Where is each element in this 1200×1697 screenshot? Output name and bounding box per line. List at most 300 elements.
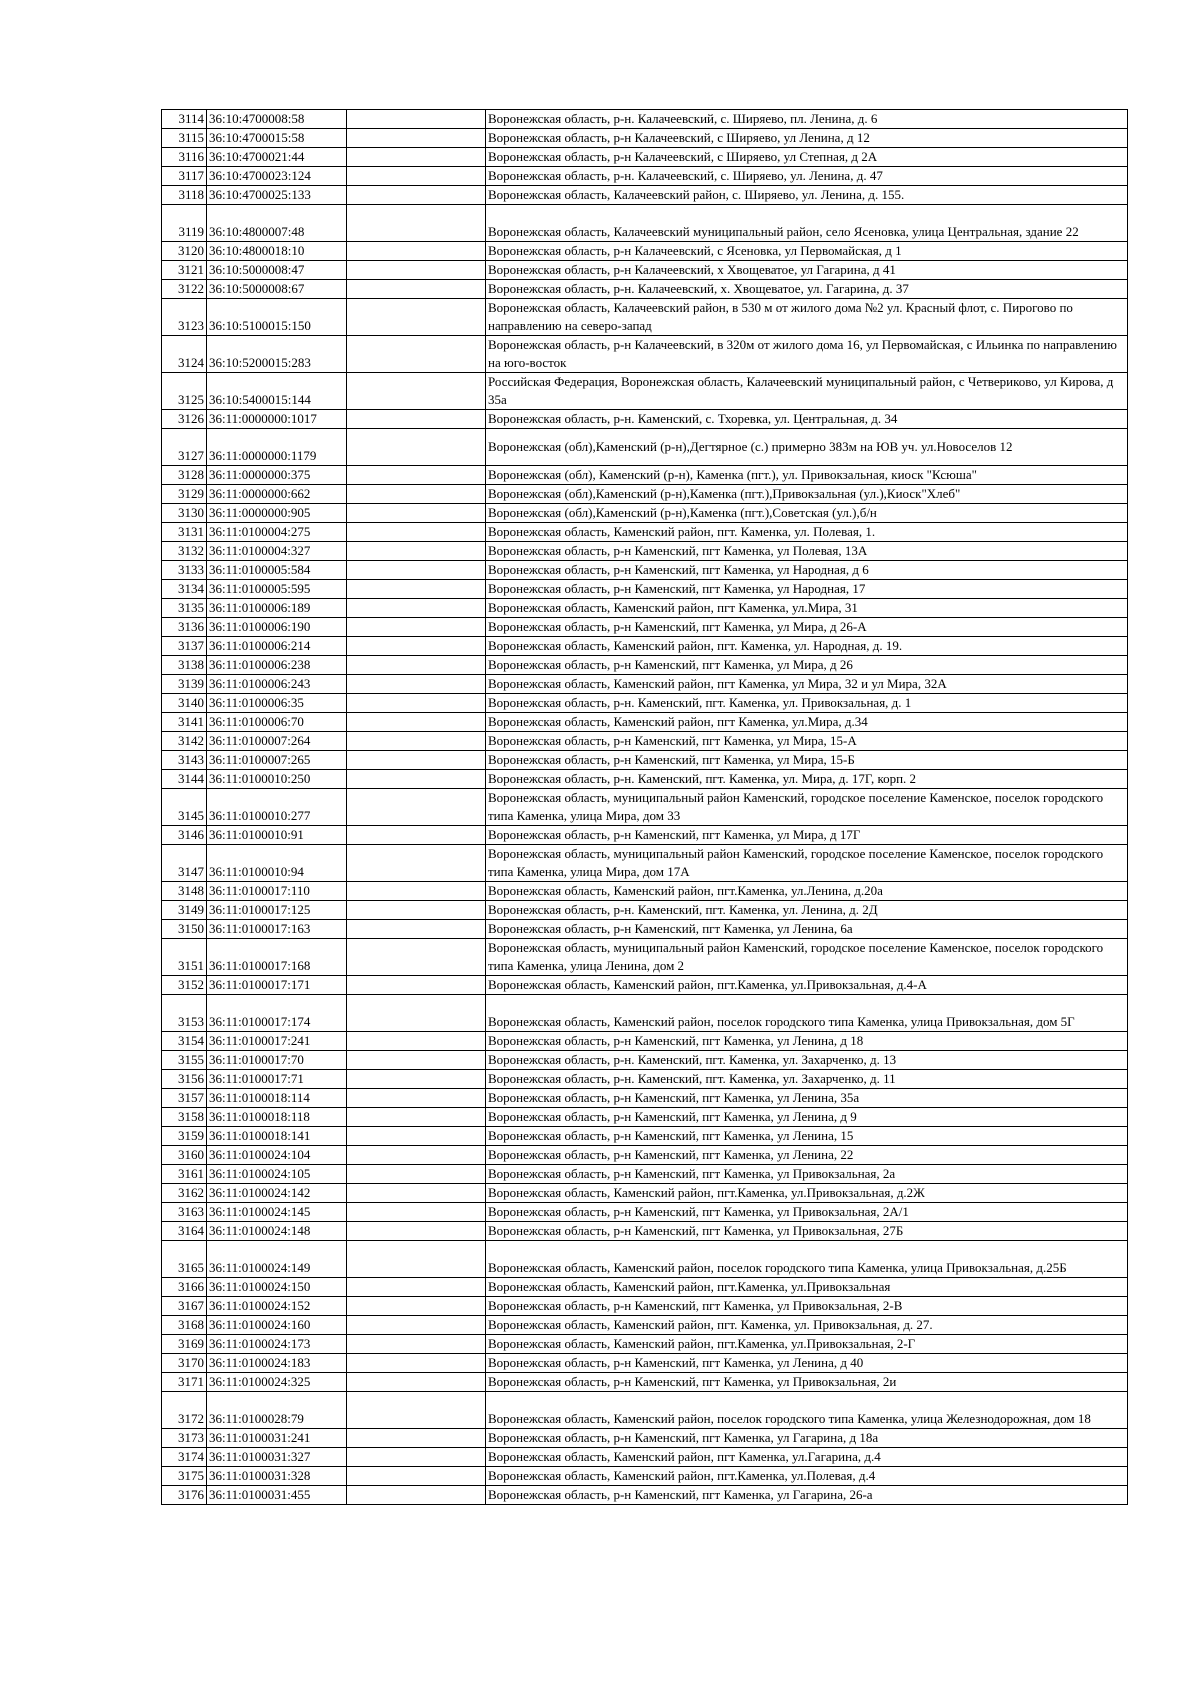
cadastral-number: 36:11:0100024:150	[207, 1278, 347, 1297]
empty-cell	[347, 1354, 486, 1373]
table-row	[162, 1297, 1128, 1316]
empty-cell	[347, 901, 486, 920]
table-row	[162, 1486, 1128, 1505]
row-number: 3150	[162, 920, 207, 939]
row-number: 3173	[162, 1429, 207, 1448]
cadastral-number: 36:10:4700021:44	[207, 148, 347, 167]
empty-cell	[347, 732, 486, 751]
row-number: 3153	[162, 995, 207, 1032]
address: Воронежская область, р-н. Каменский, пгт. Каменка, ул. Мира, д. 17Г, корп. 2	[486, 770, 1128, 789]
table-row	[162, 1354, 1128, 1373]
empty-cell	[347, 770, 486, 789]
empty-cell	[347, 789, 486, 826]
empty-cell	[347, 1335, 486, 1354]
row-number: 3157	[162, 1089, 207, 1108]
row-number: 3156	[162, 1070, 207, 1089]
empty-cell	[347, 148, 486, 167]
table-row	[162, 1448, 1128, 1467]
address: Воронежская область, р-н Каменский, пгт Каменка, ул Ленина, 22	[486, 1146, 1128, 1165]
table-row	[162, 882, 1128, 901]
cadastral-number: 36:11:0100010:277	[207, 789, 347, 826]
table-row	[162, 373, 1128, 410]
row-number: 3120	[162, 242, 207, 261]
table-row	[162, 110, 1128, 129]
table-row	[162, 1429, 1128, 1448]
empty-cell	[347, 1184, 486, 1203]
table-row	[162, 1392, 1128, 1429]
cadastral-number: 36:11:0100017:71	[207, 1070, 347, 1089]
table-row	[162, 205, 1128, 242]
row-number: 3127	[162, 429, 207, 466]
table-row	[162, 995, 1128, 1032]
cadastral-number: 36:11:0100018:141	[207, 1127, 347, 1146]
address: Воронежская область, р-н Каменский, пгт Каменка, ул Мира, д 17Г	[486, 826, 1128, 845]
address: Воронежская область, муниципальный район Каменский, городское поселение Каменское, поселок городского типа Каменка, улица Ленина, дом 2	[486, 939, 1128, 976]
address: Воронежская область, р-н Каменский, пгт Каменка, ул Привокзальная, 27Б	[486, 1222, 1128, 1241]
address: Воронежская область, р-н Каменский, пгт Каменка, ул Ленина, 35а	[486, 1089, 1128, 1108]
cadastral-number: 36:11:0100018:114	[207, 1089, 347, 1108]
empty-cell	[347, 410, 486, 429]
table-row	[162, 129, 1128, 148]
table-row	[162, 1316, 1128, 1335]
row-number: 3149	[162, 901, 207, 920]
cadastral-number: 36:10:4800007:48	[207, 205, 347, 242]
table-row	[162, 242, 1128, 261]
row-number: 3160	[162, 1146, 207, 1165]
address: Воронежская область, муниципальный район Каменский, городское поселение Каменское, поселок городского типа Каменка, улица Мира, дом 17А	[486, 845, 1128, 882]
table-row	[162, 1108, 1128, 1127]
row-number: 3136	[162, 618, 207, 637]
empty-cell	[347, 1070, 486, 1089]
empty-cell	[347, 1146, 486, 1165]
row-number: 3144	[162, 770, 207, 789]
row-number: 3146	[162, 826, 207, 845]
row-number: 3122	[162, 280, 207, 299]
address: Воронежская область, р-н Каменский, пгт Каменка, ул Ленина, 15	[486, 1127, 1128, 1146]
row-number: 3162	[162, 1184, 207, 1203]
cadastral-number: 36:11:0100024:325	[207, 1373, 347, 1392]
row-number: 3121	[162, 261, 207, 280]
empty-cell	[347, 1297, 486, 1316]
address: Воронежская область, р-н Каменский, пгт Каменка, ул Мира, 15-А	[486, 732, 1128, 751]
table-row	[162, 1165, 1128, 1184]
cadastral-number: 36:11:0100031:455	[207, 1486, 347, 1505]
cadastral-number: 36:10:4700023:124	[207, 167, 347, 186]
address: Воронежская область, р-н Каменский, пгт Каменка, ул Народная, д 6	[486, 561, 1128, 580]
table-row	[162, 599, 1128, 618]
cadastral-number: 36:11:0000000:905	[207, 504, 347, 523]
row-number: 3132	[162, 542, 207, 561]
address: Воронежская область, Каменский район, поселок городского типа Каменка, улица Привокзальная, дом 5Г	[486, 995, 1128, 1032]
table-row	[162, 542, 1128, 561]
table-row	[162, 1373, 1128, 1392]
row-number: 3140	[162, 694, 207, 713]
empty-cell	[347, 995, 486, 1032]
empty-cell	[347, 523, 486, 542]
table-row	[162, 336, 1128, 373]
cadastral-number: 36:11:0100010:91	[207, 826, 347, 845]
empty-cell	[347, 373, 486, 410]
row-number: 3163	[162, 1203, 207, 1222]
empty-cell	[347, 580, 486, 599]
address: Воронежская область, р-н Каменский, пгт Каменка, ул Ленина, д 9	[486, 1108, 1128, 1127]
cadastral-number: 36:11:0100010:94	[207, 845, 347, 882]
cadastral-number: 36:11:0100024:183	[207, 1354, 347, 1373]
row-number: 3123	[162, 299, 207, 336]
cadastral-number: 36:11:0000000:662	[207, 485, 347, 504]
row-number: 3128	[162, 466, 207, 485]
empty-cell	[347, 1278, 486, 1297]
row-number: 3161	[162, 1165, 207, 1184]
empty-cell	[347, 826, 486, 845]
empty-cell	[347, 1241, 486, 1278]
cadastral-number: 36:11:0100024:148	[207, 1222, 347, 1241]
row-number: 3164	[162, 1222, 207, 1241]
empty-cell	[347, 1127, 486, 1146]
empty-cell	[347, 845, 486, 882]
empty-cell	[347, 1165, 486, 1184]
cadastral-number: 36:11:0100004:327	[207, 542, 347, 561]
address: Воронежская область, Калачеевский район, с. Ширяево, ул. Ленина, д. 155.	[486, 186, 1128, 205]
row-number: 3129	[162, 485, 207, 504]
table-body	[162, 110, 1128, 1505]
empty-cell	[347, 618, 486, 637]
cadastral-number: 36:11:0100031:327	[207, 1448, 347, 1467]
table-row	[162, 523, 1128, 542]
table-row	[162, 410, 1128, 429]
address: Воронежская область, Каменский район, поселок городского типа Каменка, улица Привокзальная, д.25Б	[486, 1241, 1128, 1278]
address: Воронежская область, р-н Каменский, пгт Каменка, ул Привокзальная, 2А/1	[486, 1203, 1128, 1222]
empty-cell	[347, 1429, 486, 1448]
address: Воронежская область, р-н Каменский, пгт Каменка, ул Мира, 15-Б	[486, 751, 1128, 770]
cadastral-number: 36:11:0100024:105	[207, 1165, 347, 1184]
cadastral-number: 36:10:5100015:150	[207, 299, 347, 336]
table-row	[162, 694, 1128, 713]
table-row	[162, 770, 1128, 789]
address: Воронежская область, р-н. Каменский, пгт. Каменка, ул. Привокзальная, д. 1	[486, 694, 1128, 713]
row-number: 3125	[162, 373, 207, 410]
empty-cell	[347, 882, 486, 901]
row-number: 3152	[162, 976, 207, 995]
row-number: 3172	[162, 1392, 207, 1429]
cadastral-number: 36:10:5000008:67	[207, 280, 347, 299]
empty-cell	[347, 599, 486, 618]
address: Воронежская (обл),Каменский (р-н),Дегтярное (с.) примерно 383м на ЮВ уч. ул.Новоселов 12	[486, 429, 1128, 466]
empty-cell	[347, 939, 486, 976]
empty-cell	[347, 561, 486, 580]
table-row	[162, 504, 1128, 523]
row-number: 3170	[162, 1354, 207, 1373]
address: Воронежская область, р-н. Калачеевский, с. Ширяево, пл. Ленина, д. 6	[486, 110, 1128, 129]
table-row	[162, 789, 1128, 826]
empty-cell	[347, 129, 486, 148]
empty-cell	[347, 205, 486, 242]
row-number: 3118	[162, 186, 207, 205]
empty-cell	[347, 261, 486, 280]
cadastral-number: 36:11:0100024:173	[207, 1335, 347, 1354]
table-row	[162, 826, 1128, 845]
empty-cell	[347, 1448, 486, 1467]
table-row	[162, 939, 1128, 976]
cadastral-number: 36:11:0100028:79	[207, 1392, 347, 1429]
table-row	[162, 280, 1128, 299]
address: Российская Федерация, Воронежская область, Калачеевский муниципальный район, с Четвериково, ул Кирова, д 35а	[486, 373, 1128, 410]
row-number: 3126	[162, 410, 207, 429]
row-number: 3138	[162, 656, 207, 675]
empty-cell	[347, 976, 486, 995]
empty-cell	[347, 1108, 486, 1127]
address: Воронежская область, Каменский район, пгт. Каменка, ул. Полевая, 1.	[486, 523, 1128, 542]
address: Воронежская область, Каменский район, пгт.Каменка, ул.Привокзальная, д.2Ж	[486, 1184, 1128, 1203]
row-number: 3151	[162, 939, 207, 976]
cadastral-number: 36:11:0100017:174	[207, 995, 347, 1032]
address: Воронежская область, Каменский район, пгт Каменка, ул Мира, 32 и ул Мира, 32А	[486, 675, 1128, 694]
row-number: 3145	[162, 789, 207, 826]
empty-cell	[347, 299, 486, 336]
table-row	[162, 976, 1128, 995]
cadastral-number: 36:11:0100017:163	[207, 920, 347, 939]
address: Воронежская область, р-н. Каменский, пгт. Каменка, ул. Захарченко, д. 13	[486, 1051, 1128, 1070]
cadastral-number: 36:11:0100031:328	[207, 1467, 347, 1486]
table-row	[162, 299, 1128, 336]
table-row	[162, 148, 1128, 167]
empty-cell	[347, 485, 486, 504]
cadastral-number: 36:11:0100017:110	[207, 882, 347, 901]
row-number: 3133	[162, 561, 207, 580]
empty-cell	[347, 1316, 486, 1335]
table-row	[162, 1241, 1128, 1278]
row-number: 3154	[162, 1032, 207, 1051]
row-number: 3114	[162, 110, 207, 129]
row-number: 3176	[162, 1486, 207, 1505]
address: Воронежская область, р-н. Калачеевский, с. Ширяево, ул. Ленина, д. 47	[486, 167, 1128, 186]
empty-cell	[347, 110, 486, 129]
empty-cell	[347, 429, 486, 466]
address: Воронежская область, Каменский район, пгт.Каменка, ул.Привокзальная, 2-Г	[486, 1335, 1128, 1354]
cadastral-number: 36:10:4700008:58	[207, 110, 347, 129]
address: Воронежская (обл),Каменский (р-н),Каменка (пгт.),Привокзальная (ул.),Киоск"Хлеб"	[486, 485, 1128, 504]
address: Воронежская область, р-н Каменский, пгт Каменка, ул Ленина, д 18	[486, 1032, 1128, 1051]
cadastral-number: 36:11:0000000:1179	[207, 429, 347, 466]
cadastral-number: 36:11:0100006:190	[207, 618, 347, 637]
table-row	[162, 1184, 1128, 1203]
cadastral-number: 36:11:0000000:1017	[207, 410, 347, 429]
address: Воронежская область, р-н. Каменский, пгт. Каменка, ул. Ленина, д. 2Д	[486, 901, 1128, 920]
empty-cell	[347, 466, 486, 485]
table-row	[162, 1467, 1128, 1486]
empty-cell	[347, 751, 486, 770]
table-row	[162, 561, 1128, 580]
empty-cell	[347, 1467, 486, 1486]
address: Воронежская область, р-н Калачеевский, с Ясеновка, ул Первомайская, д 1	[486, 242, 1128, 261]
cadastral-number: 36:11:0100017:171	[207, 976, 347, 995]
empty-cell	[347, 1486, 486, 1505]
row-number: 3147	[162, 845, 207, 882]
cadastral-number: 36:11:0100007:265	[207, 751, 347, 770]
cadastral-number: 36:11:0100017:241	[207, 1032, 347, 1051]
address: Воронежская область, р-н Каменский, пгт Каменка, ул Гагарина, д 18а	[486, 1429, 1128, 1448]
row-number: 3148	[162, 882, 207, 901]
table-row	[162, 1146, 1128, 1165]
table-row	[162, 713, 1128, 732]
address: Воронежская область, р-н Каменский, пгт Каменка, ул Народная, 17	[486, 580, 1128, 599]
table-row	[162, 1278, 1128, 1297]
cadastral-number: 36:11:0000000:375	[207, 466, 347, 485]
cadastral-number: 36:11:0100004:275	[207, 523, 347, 542]
empty-cell	[347, 1203, 486, 1222]
empty-cell	[347, 656, 486, 675]
empty-cell	[347, 1392, 486, 1429]
cadastral-number: 36:10:5200015:283	[207, 336, 347, 373]
cadastral-number: 36:10:5400015:144	[207, 373, 347, 410]
table-row	[162, 167, 1128, 186]
table-row	[162, 675, 1128, 694]
table-row	[162, 1089, 1128, 1108]
address: Воронежская область, р-н Калачеевский, в 320м от жилого дома 16, ул Первомайская, с Ильинка по направлению на юго-восток	[486, 336, 1128, 373]
cadastral-number: 36:11:0100010:250	[207, 770, 347, 789]
cadastral-number: 36:11:0100005:584	[207, 561, 347, 580]
empty-cell	[347, 167, 486, 186]
address: Воронежская область, р-н Каменский, пгт Каменка, ул Полевая, 13А	[486, 542, 1128, 561]
address: Воронежская (обл),Каменский (р-н),Каменка (пгт.),Советская (ул.),б/н	[486, 504, 1128, 523]
address: Воронежская область, Каменский район, пгт.Каменка, ул.Привокзальная	[486, 1278, 1128, 1297]
cadastral-number: 36:11:0100006:70	[207, 713, 347, 732]
cadastral-number: 36:10:5000008:47	[207, 261, 347, 280]
cadastral-table	[161, 109, 1128, 1505]
row-number: 3137	[162, 637, 207, 656]
table-row	[162, 845, 1128, 882]
table-row	[162, 466, 1128, 485]
cadastral-number: 36:11:0100031:241	[207, 1429, 347, 1448]
empty-cell	[347, 1089, 486, 1108]
address: Воронежская область, р-н Каменский, пгт Каменка, ул Привокзальная, 2а	[486, 1165, 1128, 1184]
table-row	[162, 901, 1128, 920]
table-row	[162, 429, 1128, 466]
table-row	[162, 656, 1128, 675]
address: Воронежская область, Каменский район, пгт.Каменка, ул.Привокзальная, д.4-А	[486, 976, 1128, 995]
address: Воронежская область, Калачеевский район, в 530 м от жилого дома №2 ул. Красный флот, с. Пирогово по направлению на северо-запад	[486, 299, 1128, 336]
row-number: 3135	[162, 599, 207, 618]
row-number: 3115	[162, 129, 207, 148]
empty-cell	[347, 336, 486, 373]
address: Воронежская область, р-н Калачеевский, х Хвощеватое, ул Гагарина, д 41	[486, 261, 1128, 280]
cadastral-number: 36:10:4800018:10	[207, 242, 347, 261]
address: Воронежская область, р-н Калачеевский, с Ширяево, ул Ленина, д 12	[486, 129, 1128, 148]
empty-cell	[347, 1373, 486, 1392]
row-number: 3119	[162, 205, 207, 242]
row-number: 3158	[162, 1108, 207, 1127]
table-row	[162, 732, 1128, 751]
row-number: 3159	[162, 1127, 207, 1146]
address: Воронежская область, Каменский район, пгт. Каменка, ул. Привокзальная, д. 27.	[486, 1316, 1128, 1335]
empty-cell	[347, 1051, 486, 1070]
address: Воронежская область, Каменский район, пгт.Каменка, ул.Ленина, д.20а	[486, 882, 1128, 901]
empty-cell	[347, 637, 486, 656]
table-row	[162, 1335, 1128, 1354]
table-row	[162, 261, 1128, 280]
table-row	[162, 618, 1128, 637]
cadastral-number: 36:11:0100006:35	[207, 694, 347, 713]
cadastral-number: 36:11:0100017:168	[207, 939, 347, 976]
address: Воронежская область, р-н Калачеевский, с Ширяево, ул Степная, д 2А	[486, 148, 1128, 167]
address: Воронежская область, р-н Каменский, пгт Каменка, ул Привокзальная, 2-В	[486, 1297, 1128, 1316]
row-number: 3117	[162, 167, 207, 186]
cadastral-number: 36:11:0100006:189	[207, 599, 347, 618]
address: Воронежская область, р-н. Каменский, пгт. Каменка, ул. Захарченко, д. 11	[486, 1070, 1128, 1089]
row-number: 3175	[162, 1467, 207, 1486]
empty-cell	[347, 504, 486, 523]
address: Воронежская область, Каменский район, пгт Каменка, ул.Гагарина, д.4	[486, 1448, 1128, 1467]
empty-cell	[347, 280, 486, 299]
empty-cell	[347, 1222, 486, 1241]
empty-cell	[347, 186, 486, 205]
row-number: 3142	[162, 732, 207, 751]
cadastral-number: 36:11:0100007:264	[207, 732, 347, 751]
cadastral-number: 36:11:0100018:118	[207, 1108, 347, 1127]
address: Воронежская область, муниципальный район Каменский, городское поселение Каменское, поселок городского типа Каменка, улица Мира, дом 33	[486, 789, 1128, 826]
address: Воронежская область, р-н. Каменский, с. Тхоревка, ул. Центральная, д. 34	[486, 410, 1128, 429]
table-row	[162, 580, 1128, 599]
address: Воронежская область, р-н Каменский, пгт Каменка, ул Привокзальная, 2и	[486, 1373, 1128, 1392]
table-row	[162, 1051, 1128, 1070]
address: Воронежская (обл), Каменский (р-н), Каменка (пгт.), ул. Привокзальная, киоск "Ксюша"	[486, 466, 1128, 485]
table-row	[162, 751, 1128, 770]
cadastral-number: 36:11:0100006:238	[207, 656, 347, 675]
empty-cell	[347, 1032, 486, 1051]
address: Воронежская область, р-н. Калачеевский, х. Хвощеватое, ул. Гагарина, д. 37	[486, 280, 1128, 299]
table-row	[162, 1032, 1128, 1051]
address: Воронежская область, р-н Каменский, пгт Каменка, ул Ленина, д 40	[486, 1354, 1128, 1373]
cadastral-number: 36:11:0100017:125	[207, 901, 347, 920]
cadastral-number: 36:11:0100006:214	[207, 637, 347, 656]
cadastral-number: 36:10:4700015:58	[207, 129, 347, 148]
row-number: 3131	[162, 523, 207, 542]
address: Воронежская область, р-н Каменский, пгт Каменка, ул Мира, д 26	[486, 656, 1128, 675]
address: Воронежская область, Каменский район, пгт. Каменка, ул. Народная, д. 19.	[486, 637, 1128, 656]
row-number: 3168	[162, 1316, 207, 1335]
cadastral-number: 36:11:0100006:243	[207, 675, 347, 694]
row-number: 3166	[162, 1278, 207, 1297]
address: Воронежская область, р-н Каменский, пгт Каменка, ул Мира, д 26-А	[486, 618, 1128, 637]
empty-cell	[347, 542, 486, 561]
table-row	[162, 1127, 1128, 1146]
row-number: 3124	[162, 336, 207, 373]
table-row	[162, 485, 1128, 504]
address: Воронежская область, р-н Каменский, пгт Каменка, ул Ленина, 6а	[486, 920, 1128, 939]
table-row	[162, 1203, 1128, 1222]
row-number: 3155	[162, 1051, 207, 1070]
row-number: 3141	[162, 713, 207, 732]
cadastral-number: 36:11:0100024:142	[207, 1184, 347, 1203]
row-number: 3167	[162, 1297, 207, 1316]
table-row	[162, 920, 1128, 939]
cadastral-number: 36:11:0100005:595	[207, 580, 347, 599]
row-number: 3116	[162, 148, 207, 167]
address: Воронежская область, Каменский район, пгт.Каменка, ул.Полевая, д.4	[486, 1467, 1128, 1486]
empty-cell	[347, 920, 486, 939]
address: Воронежская область, Каменский район, пгт Каменка, ул.Мира, д.34	[486, 713, 1128, 732]
table-row	[162, 186, 1128, 205]
cadastral-number: 36:11:0100024:145	[207, 1203, 347, 1222]
cadastral-number: 36:10:4700025:133	[207, 186, 347, 205]
cadastral-number: 36:11:0100024:104	[207, 1146, 347, 1165]
table-row	[162, 637, 1128, 656]
address: Воронежская область, Каменский район, пгт Каменка, ул.Мира, 31	[486, 599, 1128, 618]
table-row	[162, 1070, 1128, 1089]
cadastral-number: 36:11:0100024:149	[207, 1241, 347, 1278]
address: Воронежская область, Калачеевский муниципальный район, село Ясеновка, улица Центральная, здание 22	[486, 205, 1128, 242]
cadastral-number: 36:11:0100024:160	[207, 1316, 347, 1335]
